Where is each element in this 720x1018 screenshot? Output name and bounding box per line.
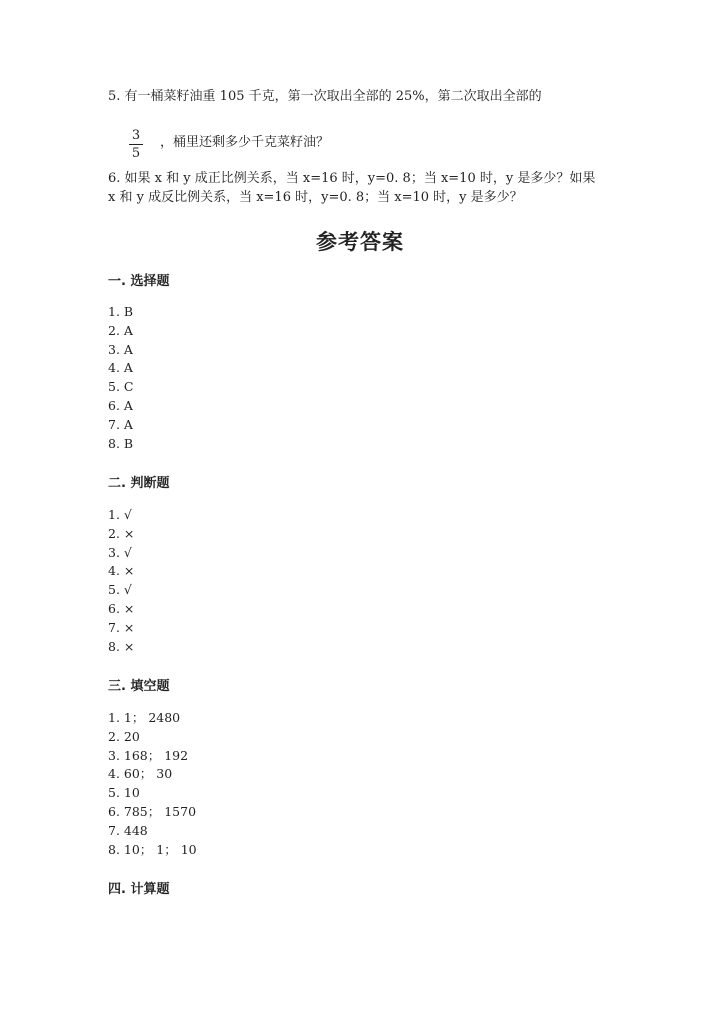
fraction-denominator: 5 <box>131 146 141 161</box>
list-item: 2. 20 <box>108 728 140 744</box>
section-choice-heading: 一. 选择题 <box>108 274 170 289</box>
list-item: 3. √ <box>108 544 132 560</box>
section-choice-list <box>108 303 133 453</box>
question-5-line-2: ，桶里还剩多少千克菜籽油？ <box>160 135 330 150</box>
section-judge-heading: 二. 判断题 <box>108 476 170 491</box>
list-item: 6. 785； 1570 <box>108 803 197 819</box>
question-6-line-1: 6. 如果 x 和 y 成正比例关系，当 x=16 时，y=0. 8；当 x=10 时，y 是多少？如果 <box>108 171 596 186</box>
list-item: 3. 168； 192 <box>108 747 189 763</box>
section-fill-heading: 三. 填空题 <box>108 679 170 694</box>
list-item: 6. × <box>108 600 135 616</box>
section-fill-list <box>108 709 197 859</box>
list-item: 4. A <box>108 360 133 376</box>
list-item: 3. A <box>108 341 133 357</box>
question-5-fraction <box>128 128 144 161</box>
answer-title: 参考答案 <box>316 230 404 254</box>
list-item: 7. 448 <box>108 822 148 838</box>
fraction-bar <box>129 144 143 145</box>
fraction-numerator: 3 <box>131 128 141 143</box>
question-5-line-1: 5. 有一桶菜籽油重 105 千克，第一次取出全部的 25%，第二次取出全部的 <box>108 89 542 104</box>
section-calc-heading: 四. 计算题 <box>108 882 170 897</box>
section-judge-list <box>108 506 134 656</box>
list-item: 5. √ <box>108 582 132 598</box>
list-item: 8. × <box>108 638 135 654</box>
list-item: 4. 60； 30 <box>108 766 173 782</box>
list-item: 7. × <box>108 619 135 635</box>
list-item: 1. 1； 2480 <box>108 710 181 725</box>
list-item: 8. B <box>108 435 134 451</box>
list-item: 7. A <box>108 416 133 432</box>
list-item: 4. × <box>108 563 135 579</box>
list-item: 1. √ <box>108 507 132 522</box>
list-item: 8. 10； 1； 10 <box>108 841 197 857</box>
list-item: 5. C <box>108 379 134 395</box>
question-6-line-2: x 和 y 成反比例关系，当 x=16 时，y=0. 8；当 x=10 时，y 是多少？ <box>108 190 523 205</box>
list-item: 5. 10 <box>108 785 140 801</box>
list-item: 2. A <box>108 322 133 338</box>
list-item: 6. A <box>108 397 133 413</box>
list-item: 2. × <box>108 525 135 541</box>
list-item: 1. B <box>108 304 134 319</box>
